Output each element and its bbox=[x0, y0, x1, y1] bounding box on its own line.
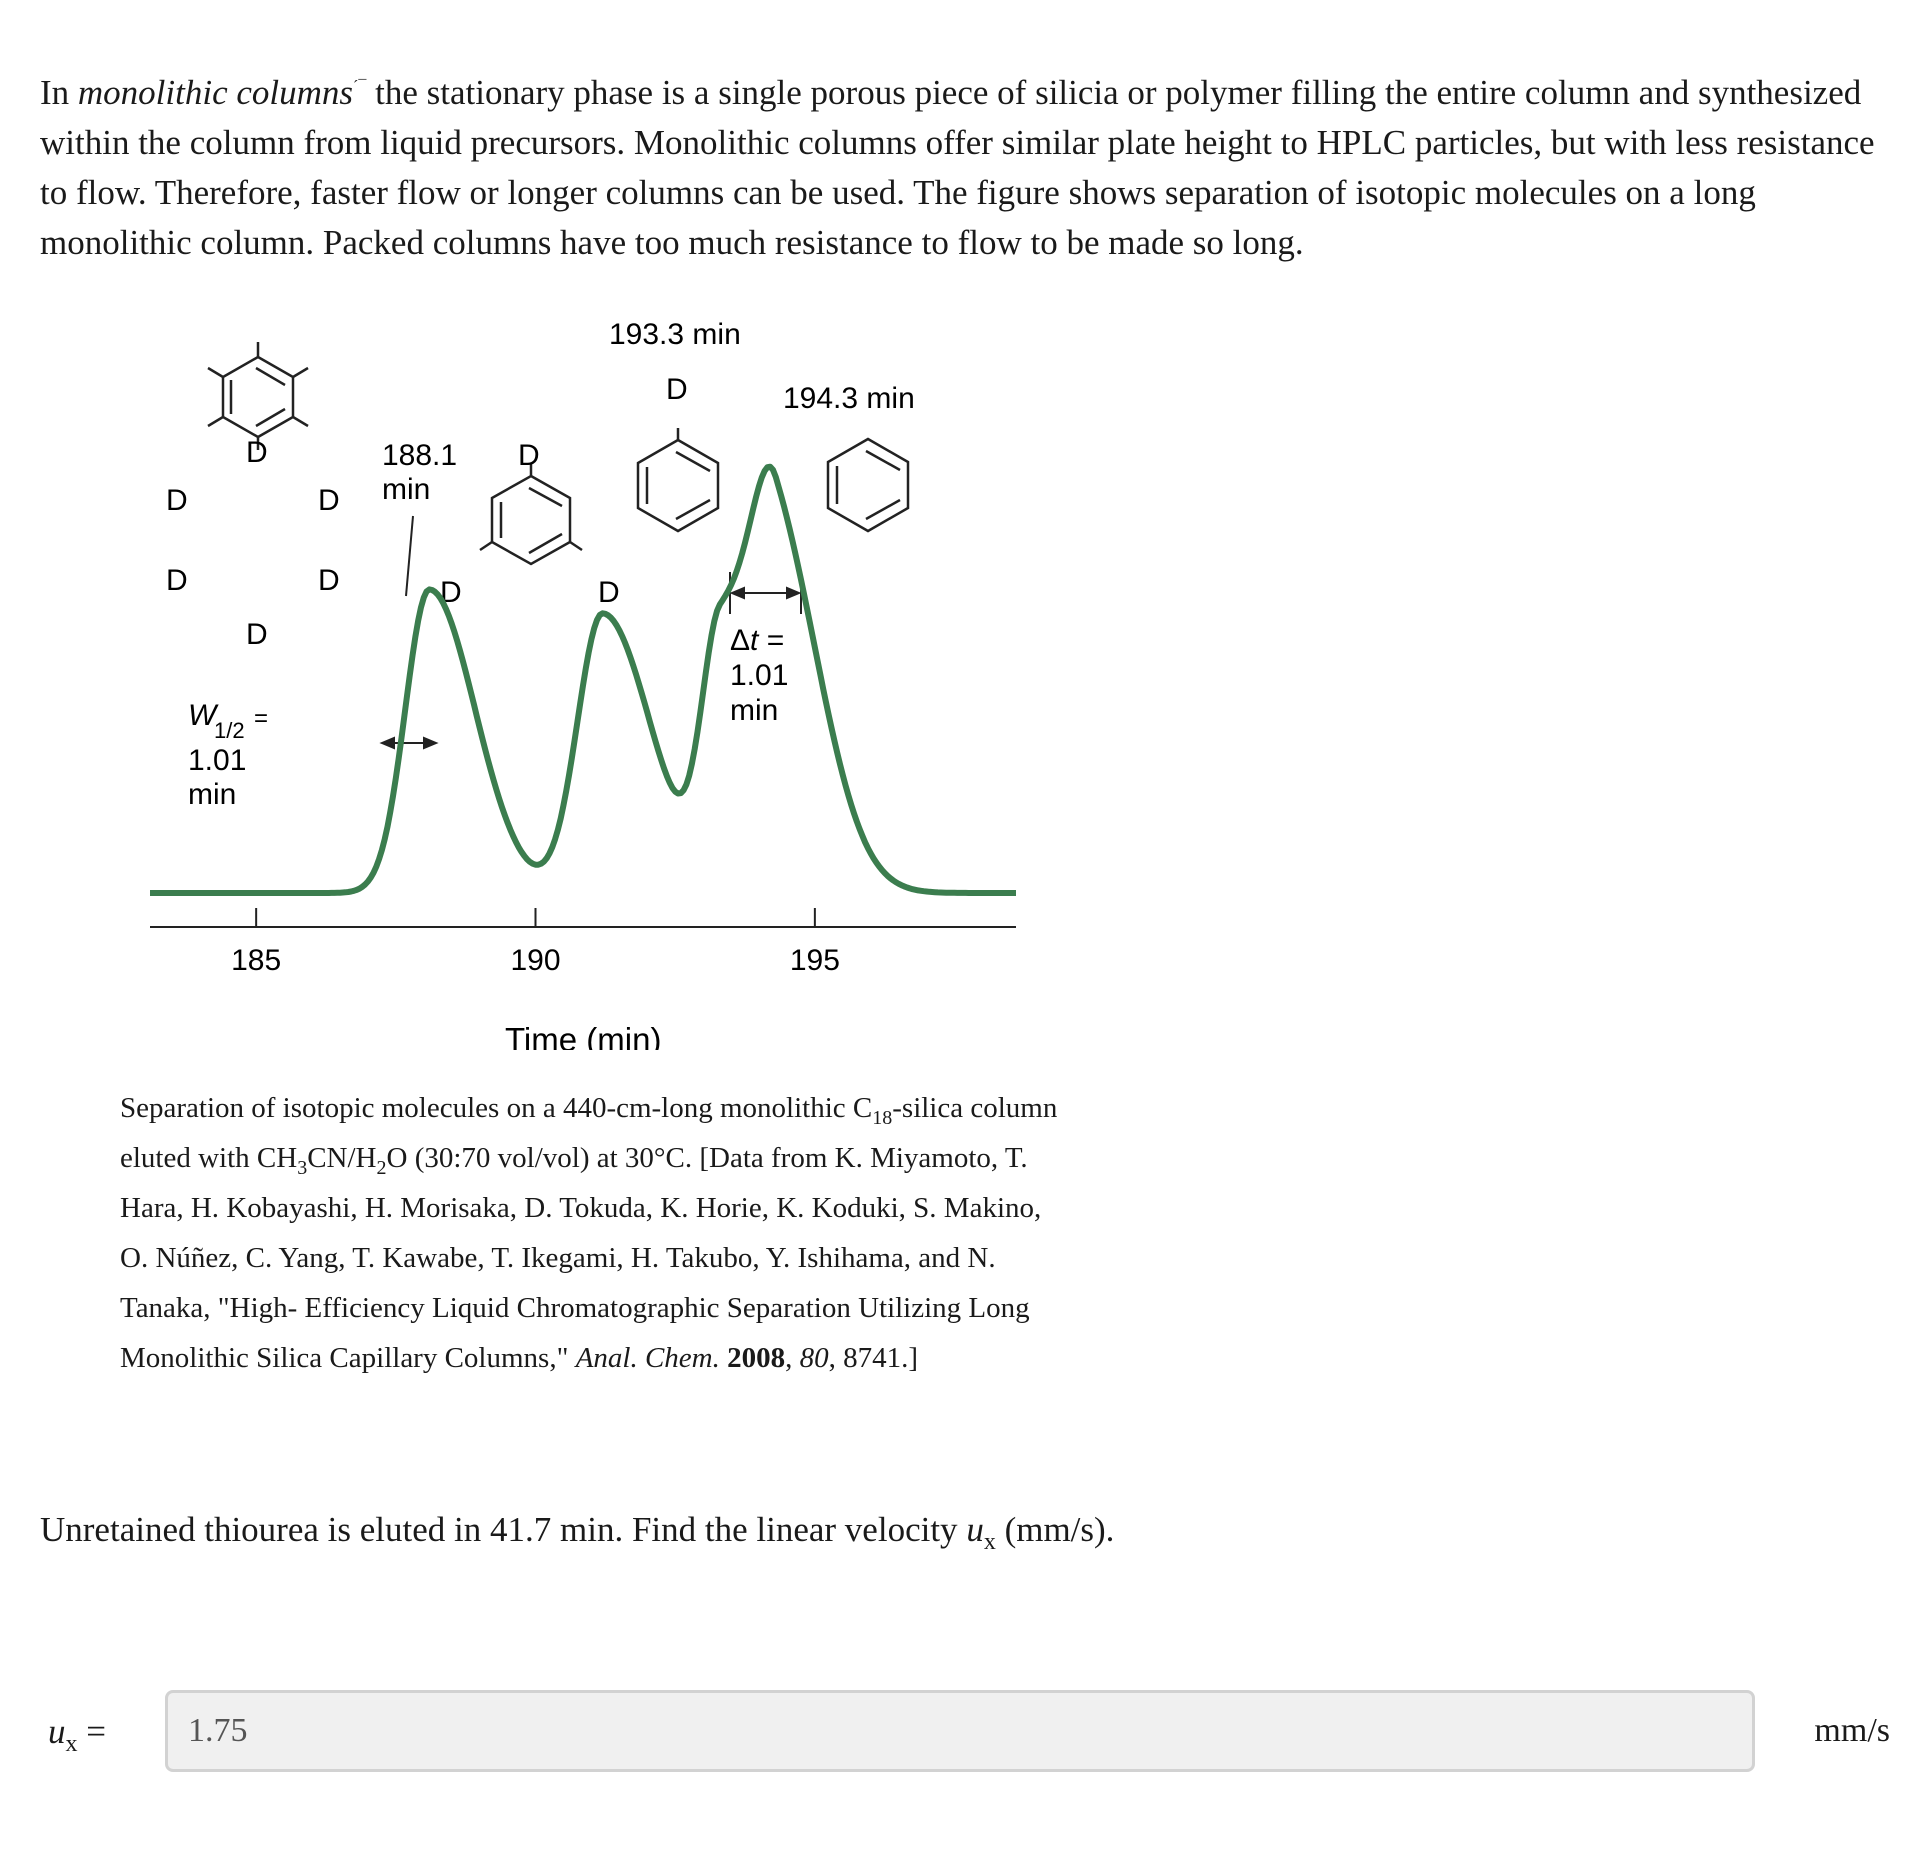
x-tick-label: 195 bbox=[789, 944, 840, 977]
monodeuterobenzene-structure bbox=[638, 428, 718, 531]
peak1-label: 188.1 bbox=[382, 439, 458, 472]
peak1-label-unit: min bbox=[382, 473, 431, 506]
figure-caption: Separation of isotopic molecules on a 440-cm-long monolithic $C_{18}$-silica column eluted with $CH_3CN/H_2O$ (30:70 vol/vol) at 30°C. [Data from K. Miyamoto, T. Hara, H. Kobayashi, H. Morisaka, D. Tokuda, K. Horie, K. Koduki, S. Makino, O. Núñez, C. Yang, T. Kawabe, T. Ikegami, H. Takubo, Y. Ishihama, and N. Tanaka, "High- Efficiency Liquid Chromatographic Separation Utilizing Long Monolithic Silica Capillary Columns," Anal. Chem. 2008, 80, 8741.] bbox=[120, 1092, 1058, 1374]
trideuterobenzene-structure bbox=[480, 463, 582, 564]
c6d6-d-label: D bbox=[318, 484, 340, 517]
w-half-subscript: 1/2 bbox=[214, 718, 245, 743]
c6d6-d-label: D bbox=[318, 564, 340, 597]
benzene-structure bbox=[828, 439, 908, 531]
w-half-eq: = bbox=[254, 705, 269, 732]
peak4-label: 194.3 min bbox=[783, 382, 915, 415]
c6h5d-d-label: D bbox=[666, 373, 688, 406]
question-text: Unretained thiourea is eluted in 41.7 min. Find the linear velocity $u_x$ (mm/s). bbox=[40, 1510, 1115, 1555]
w-half-value: 1.01 bbox=[188, 744, 247, 777]
answer-unit-label: mm/s bbox=[1814, 1712, 1890, 1749]
chromatogram-peaks bbox=[150, 467, 1016, 893]
c6d6-d-label: D bbox=[166, 564, 188, 597]
c6d6-d-label: D bbox=[246, 436, 268, 469]
peak3-label: 193.3 min bbox=[609, 318, 741, 351]
chromatogram-trace bbox=[150, 467, 1016, 893]
delta-t-label: Δt = bbox=[730, 624, 785, 657]
x-axis-ticks bbox=[231, 908, 840, 977]
delta-t-unit: min bbox=[730, 694, 779, 727]
c6d6-d-label: D bbox=[166, 484, 188, 517]
delta-t-arrow bbox=[730, 572, 801, 614]
delta-t-value: 1.01 bbox=[730, 659, 789, 692]
x-tick-label: 185 bbox=[231, 944, 282, 977]
w-half-unit: min bbox=[188, 778, 237, 811]
intro-footnote-mark: ´¯ bbox=[353, 78, 367, 95]
answer-variable-label: $u_x$ = bbox=[48, 1712, 106, 1757]
c6d6-d-label: D bbox=[246, 618, 268, 651]
w-half-arrow bbox=[382, 738, 436, 748]
intro-paragraph: In monolithic columns´¯ the stationary phase is a single porous piece of silicia or polymer filling the entire column and synthesized within the column from liquid precursors. Monolithic columns offer similar plate height to HPLC particles, but with less resistance to flow. Therefore, faster flow or longer columns can be used. The figure shows separation of isotopic molecules on a long monolithic column. Packed columns have too much resistance to flow to be made so long. bbox=[40, 73, 1875, 262]
intro-term: monolithic columns bbox=[77, 73, 354, 112]
answer-row bbox=[40, 1690, 1890, 1776]
x-axis-label: Time (min) bbox=[505, 1021, 662, 1050]
hexadeuterobenzene-structure bbox=[208, 342, 308, 450]
w-half-label: W bbox=[188, 699, 217, 732]
c6h3d3-d-label: D bbox=[518, 439, 540, 472]
c6h3d3-d-label: D bbox=[598, 576, 620, 609]
c6h3d3-d-label: D bbox=[440, 576, 462, 609]
chromatogram-figure bbox=[130, 310, 1030, 1050]
peak1-leader-line bbox=[406, 516, 413, 596]
chromatogram-svg bbox=[130, 310, 1030, 1050]
x-tick-label: 190 bbox=[510, 944, 561, 977]
answer-input[interactable] bbox=[165, 1690, 1755, 1772]
